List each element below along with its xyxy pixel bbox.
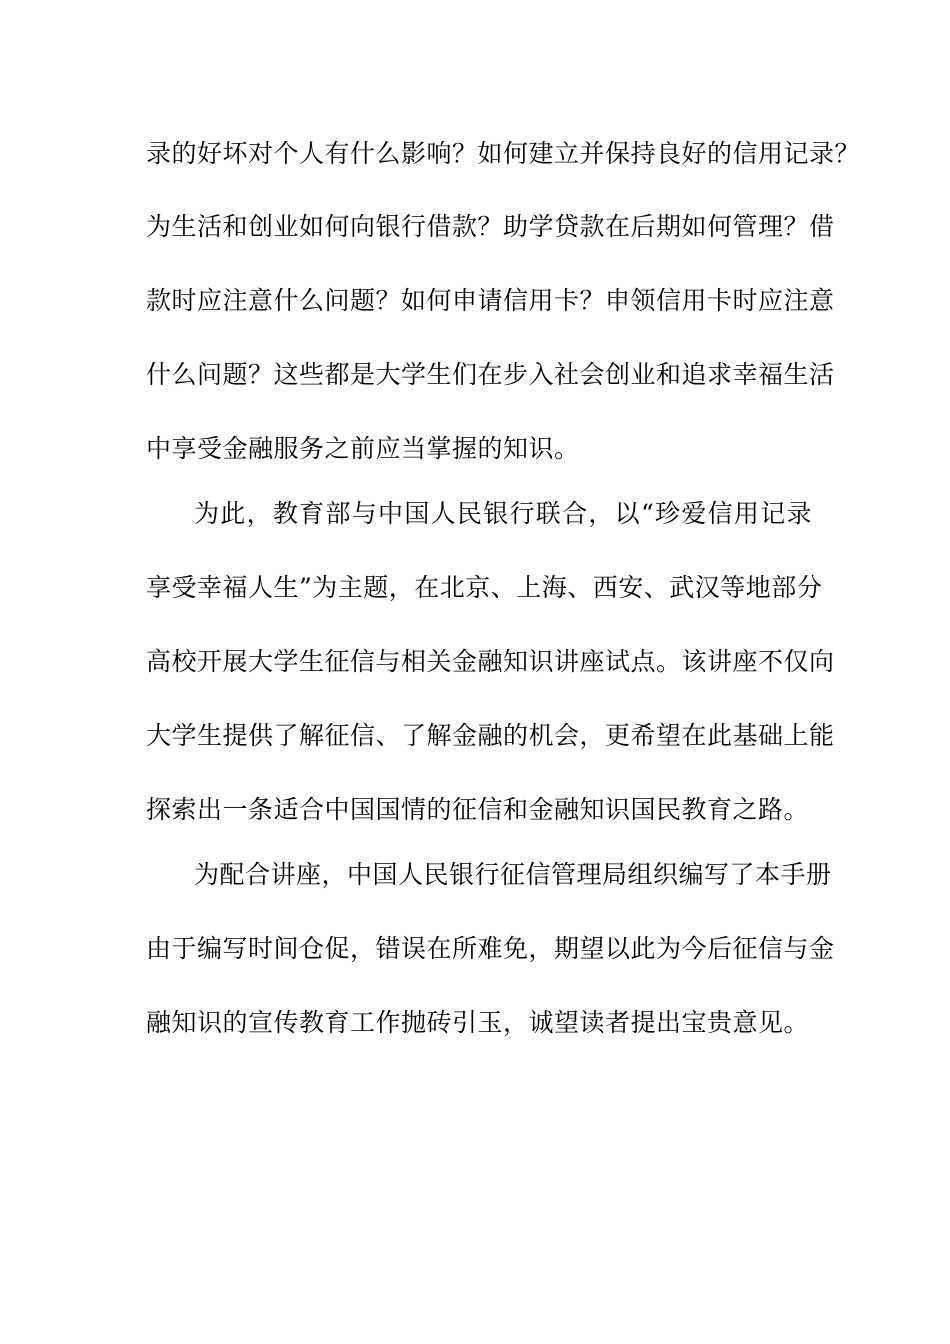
text-line-7: 享受幸福人生”为主题，在北京、上海、西安、武汉等地部分 (146, 573, 823, 602)
text-line-5: 中享受金融服务之前应当掌握的知识。 (146, 434, 580, 463)
text-line-6: 为此，教育部与中国人民银行联合，以“珍爱信用记录 (194, 499, 812, 528)
text-line-11: 为配合讲座，中国人民银行征信管理局组织编写了本手册 (194, 860, 832, 889)
text-line-13: 融知识的宣传教育工作抛砖引玉，诚望读者提出宝贵意见。 (146, 1008, 810, 1037)
text-line-8: 高校开展大学生征信与相关金融知识讲座试点。该讲座不仅向 (146, 647, 835, 676)
text-line-12: 由于编写时间仓促，错误在所难免，期望以此为今后征信与金 (146, 934, 835, 963)
text-line-3: 款时应注意什么问题？如何申请信用卡？申领信用卡时应注意 (146, 286, 835, 315)
text-line-9: 大学生提供了解征信、了解金融的机会，更希望在此基础上能 (146, 721, 835, 750)
text-line-1: 录的好坏对个人有什么影响？如何建立并保持良好的信用记录？ (146, 139, 861, 168)
text-line-10: 探索出一条适合中国国情的征信和金融知识国民教育之路。 (146, 795, 810, 824)
text-line-4: 什么问题？这些都是大学生们在步入社会创业和追求幸福生活 (146, 360, 835, 389)
text-line-2: 为生活和创业如何向银行借款？助学贷款在后期如何管理？借 (146, 212, 835, 241)
